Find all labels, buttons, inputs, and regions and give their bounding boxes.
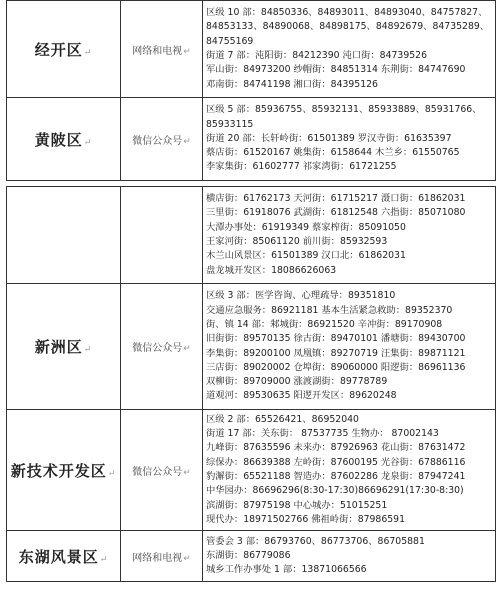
channel-cell	[121, 187, 203, 284]
district-cell: 新技术开发区↵	[7, 410, 121, 531]
hotline-line: 滨湖街：87975198 中心城办：51015251	[206, 499, 388, 511]
hotline-line: 85933115	[206, 118, 254, 130]
table-row	[7, 1, 496, 98]
channel-cell: 网络和电视↵	[121, 531, 203, 582]
hotline-line: 盘龙城开发区：18086626063	[206, 264, 337, 276]
district-name: 黄陂区	[34, 130, 83, 149]
hotline-line: 街道 17 部：关东街： 87537735 生物办： 87002143	[206, 428, 439, 440]
hotline-line: 九峰街：87635596 未来办：87926963 花山街：87631472	[206, 442, 466, 454]
hotline-cell	[203, 1, 496, 98]
hotline-cell	[203, 284, 496, 410]
district-name: 东湖风景区	[18, 547, 99, 566]
hotline-line: 街、镇 14 部：邾城街：86921520 辛冲街：89170908	[206, 318, 443, 330]
channel-cell: 微信公众号↵	[121, 98, 203, 181]
table-row	[7, 531, 496, 582]
district-cell: 东湖风景区↵	[7, 531, 121, 582]
hotline-cell	[203, 98, 496, 181]
hotline-line: 区级 3 部：医学咨询、心理疏导：89351810	[206, 290, 396, 302]
hotline-line: 李家集街：61602777 祁家湾街：61721255	[206, 161, 397, 173]
hotline-line: 道观河：89530635 阳逻开发区：89620248	[206, 390, 397, 402]
channel-label: 微信公众号	[132, 466, 183, 478]
hotline-line: 三店街：89020002 仓埠街：89060000 阳逻街：86961136	[206, 361, 466, 373]
hotline-cell	[203, 410, 496, 531]
hotline-line: 84755169	[206, 35, 254, 47]
hotline-line: 现代办：18971502766 佛祖岭街：87986591	[206, 513, 406, 525]
district-cell: 黄陂区↵	[7, 98, 121, 181]
hotline-table-part-2	[6, 186, 496, 582]
table-row	[7, 98, 496, 181]
channel-label: 微信公众号	[132, 135, 183, 147]
hotline-line: 街道 7 部：沌阳街：84212390 沌口街：84739526	[206, 50, 427, 61]
channel-label: 网络和电视	[132, 552, 183, 564]
table-row	[7, 284, 496, 410]
hotline-line: 84853133、84890068、84898175、84892679、84735289、	[206, 21, 490, 33]
hotline-line: 区级 5 部：85936755、85932131、85933889、85931766、	[206, 104, 482, 116]
hotline-line: 综保办：86639388 左岭街：87600195 光谷街：67886116	[206, 456, 466, 468]
hotline-line: 中华园办：86696296(8:30-17:30)86696291(17:30-8:30)	[206, 485, 464, 497]
hotline-line: 李集街：89200100 凤凰镇：89270719 汪集街：89871121	[206, 347, 466, 359]
hotline-line: 军山街：84973200 纱帽街：84851314 东荆街：84747690	[206, 64, 466, 76]
hotline-line: 双柳街：89709000 涨渡湖街：89778789	[206, 376, 388, 388]
channel-label: 微信公众号	[132, 343, 183, 354]
hotline-cell	[203, 531, 496, 582]
table-row	[7, 410, 496, 531]
hotline-line: 东湖街：86779086	[206, 549, 291, 561]
hotline-line: 木兰山风景区：61501389 汉口北：61862031	[206, 250, 406, 262]
hotline-line: 街道 20 部：长轩岭街：61501389 罗汉寺街：61635397	[206, 132, 452, 144]
hotline-line: 邓南街：84741198 湘口街：84395126	[206, 78, 378, 90]
hotline-line: 横店街：61762173 天河街：61715217 滠口街：61862031	[206, 193, 466, 205]
hotline-line: 豹澥街：65521188 智造办：87602286 龙泉街：87947241	[206, 471, 466, 482]
hotline-line: 大潭办事处：61919349 蔡家榨街：85091050	[206, 221, 406, 233]
district-name: 经开区	[34, 40, 83, 59]
district-name: 新技术开发区	[10, 461, 107, 480]
hotline-table-part-1	[6, 0, 496, 181]
district-cell	[7, 187, 121, 284]
channel-cell: 微信公众号↵	[121, 284, 203, 410]
hotline-line: 城乡工作办事处 1 部：13871066566	[206, 564, 367, 576]
hotline-line: 管委会 3 部：86793760、86773706、86705881	[206, 535, 425, 547]
hotline-line: 交通应急服务：86921181 基本生活紧急救助：89352370	[206, 304, 453, 316]
table-row	[7, 187, 496, 284]
district-cell: 经开区↵	[7, 1, 121, 98]
hotline-line: 王家河街：85061120 前川街：85932593	[206, 236, 388, 247]
hotline-line: 区级 2 部：65526421、86952040	[206, 413, 359, 425]
channel-cell: 网络和电视↵	[121, 1, 203, 98]
hotline-line: 蔡店街：61520167 姚集街：6158644 木兰乡：61550765	[206, 147, 460, 159]
hotline-line: 区级 10 部：84850336、84893011、84893040、84757827、	[206, 7, 488, 19]
channel-label: 网络和电视	[132, 45, 183, 57]
hotline-cell	[203, 187, 496, 284]
district-name: 新洲区	[34, 338, 83, 356]
district-cell: 新洲区↵	[7, 284, 121, 410]
hotline-line: 三里街：61918076 武湖街：61812548 六指街：85071080	[206, 207, 466, 219]
hotline-line: 旧街街：89570135 徐古街：89470101 潘塘街：89430700	[206, 333, 466, 345]
channel-cell: 微信公众号↵	[121, 410, 203, 531]
